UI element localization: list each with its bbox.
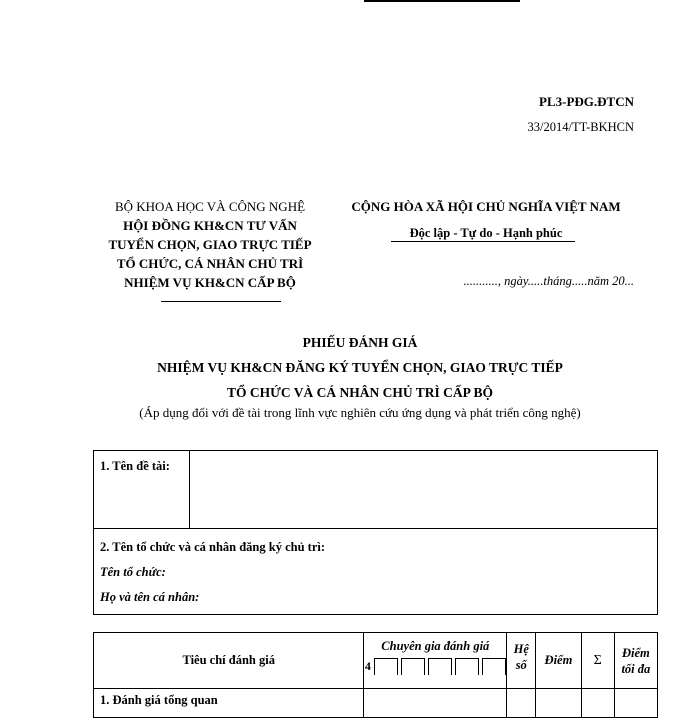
sum-header: Σ — [581, 633, 614, 689]
title-line: PHIẾU ĐÁNH GIÁ — [302, 335, 418, 350]
issuing-authority — [92, 197, 328, 292]
table-cell[interactable] — [364, 689, 507, 718]
experts-header — [364, 633, 507, 689]
national-motto: Độc lập - Tự do - Hạnh phúc — [409, 226, 563, 240]
info-table — [93, 450, 658, 615]
circular-reference: 33/2014/TT-BKHCN — [527, 120, 634, 134]
ministry-name: BỘ KHOA HỌC VÀ CÔNG NGHỆ — [114, 199, 306, 214]
criteria-header: Tiêu chí đánh giá — [94, 633, 364, 689]
nation-name: CỘNG HÒA XÃ HỘI CHỦ NGHĨA VIỆT NAM — [351, 199, 621, 214]
title-line: TỔ CHỨC VÀ CÁ NHÂN CHỦ TRÌ CẤP BỘ — [226, 385, 494, 400]
person-name-label: Họ và tên cá nhân: — [100, 590, 200, 604]
title-line: NHIỆM VỤ KH&CN ĐĂNG KÝ TUYỂN CHỌN, GIAO TRỰC TIẾP — [157, 360, 563, 375]
date-line: ..........., ngày.....tháng.....năm 20... — [463, 274, 634, 288]
form-code: PL3-PĐG.ĐTCN — [539, 94, 634, 109]
council-line: TUYỂN CHỌN, GIAO TRỰC TIẾP — [108, 237, 312, 252]
council-name — [92, 216, 328, 292]
experts-header-label: Chuyên gia đánh giá — [381, 639, 490, 653]
expert-box[interactable] — [482, 658, 506, 675]
max-score-header: Điểm tối đa — [614, 633, 657, 689]
expert-box[interactable] — [401, 658, 425, 675]
document-subtitle: (Áp dụng đối với đề tài trong lĩnh vực nghiên cứu ứng dụng và phát triển công nghệ) — [139, 405, 581, 420]
council-line: NHIỆM VỤ KH&CN CẤP BỘ — [124, 275, 296, 290]
org-heading: 2. Tên tổ chức và cá nhân đăng ký chủ trì: — [100, 540, 326, 554]
table-cell[interactable] — [581, 689, 614, 718]
expert-box[interactable] — [428, 658, 452, 675]
council-line: TỔ CHỨC, CÁ NHÂN CHỦ TRÌ — [116, 256, 304, 271]
table-cell[interactable] — [536, 689, 581, 718]
document-title — [60, 330, 660, 405]
motto-underline — [391, 241, 575, 242]
expert-box[interactable] — [455, 658, 479, 675]
organization-cell[interactable] — [94, 529, 658, 615]
topic-value-cell[interactable] — [190, 451, 658, 529]
expert-number: 4 — [364, 659, 371, 673]
evaluation-table — [93, 632, 658, 718]
national-heading — [336, 197, 636, 243]
expert-boxes — [364, 658, 506, 675]
council-line: HỘI ĐỒNG KH&CN TƯ VẤN — [123, 218, 297, 233]
org-name-label: Tên tổ chức: — [100, 565, 166, 579]
table-cell[interactable] — [614, 689, 657, 718]
top-rule — [364, 0, 520, 2]
table-cell[interactable] — [507, 689, 536, 718]
topic-label: 1. Tên đề tài: — [94, 451, 190, 529]
score-header: Điểm — [536, 633, 581, 689]
authority-underline — [161, 301, 281, 302]
criteria-row-label: 1. Đánh giá tổng quan — [94, 689, 364, 718]
expert-box[interactable] — [374, 658, 398, 675]
coefficient-header: Hệ số — [507, 633, 536, 689]
